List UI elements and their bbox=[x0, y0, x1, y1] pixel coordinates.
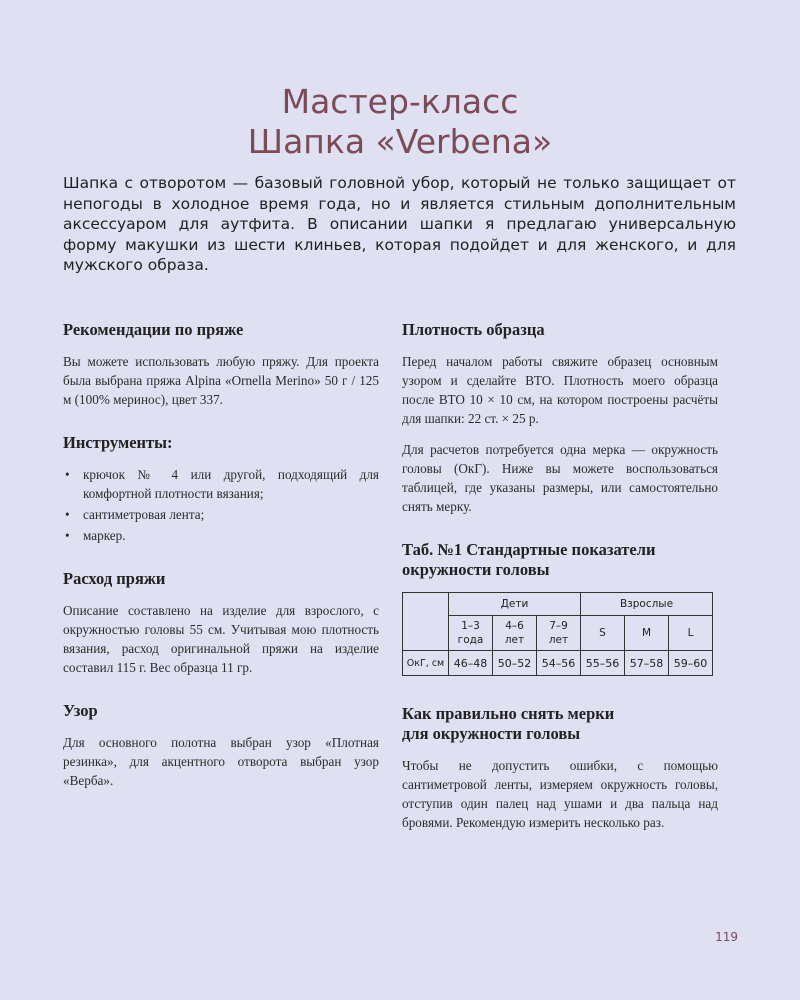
size-header: 1–3 года bbox=[449, 616, 493, 651]
measure-text: Чтобы не допустить ошибки, с помощью сантиметровой ленты, измеряем окружность головы, отступив один палец над ушами и два пальца над бровями. Рекомендую измерить несколько раз. bbox=[402, 758, 718, 830]
size-header: M bbox=[625, 616, 669, 651]
yarn-heading: Рекомендации по пряже bbox=[63, 320, 244, 339]
tools-list bbox=[63, 465, 379, 545]
left-column bbox=[63, 320, 379, 814]
table-cell: 57–58 bbox=[625, 651, 669, 676]
table-heading: Таб. №1 Стандартные показатели окружности головы bbox=[402, 540, 656, 579]
bullet-icon: • bbox=[65, 507, 70, 522]
table-cell: 46–48 bbox=[449, 651, 493, 676]
tools-list-item: • сантиметровая лента; bbox=[65, 507, 205, 522]
size-header: 7–9 лет bbox=[537, 616, 581, 651]
gauge-text-1: Перед началом работы свяжите образец основным узором и сделайте ВТО. Плотность моего образца после ВТО 10 × 10 см, на котором построены расчёты для шапки: 22 ст. × 25 р. bbox=[402, 354, 718, 426]
gauge-text-2: Для расчетов потребуется одна мерка — окружность головы (ОкГ). Ниже вы можете воспользоваться таблицей, где указаны размеры, или самостоятельно снять мерку. bbox=[402, 442, 718, 514]
table-row bbox=[403, 616, 713, 651]
yarn-section bbox=[63, 320, 379, 409]
title-line-2: Шапка «Verbena» bbox=[247, 122, 553, 161]
tools-section bbox=[63, 433, 379, 545]
title-line-1: Мастер-класс bbox=[281, 82, 519, 121]
tools-list-item: • маркер. bbox=[65, 528, 126, 543]
consumption-section bbox=[63, 569, 379, 677]
intro-paragraph: Шапка с отворотом — базовый головной убор, который не только защищает от непогоды в холодное время года, но и является стильным дополнительным аксессуаром для аутфита. В описании шапки я предлагаю универсальную форму макушки из шести клиньев, которая подойдет и для женского, и для мужского образа. bbox=[63, 174, 736, 274]
row-label: ОкГ, см bbox=[403, 651, 449, 676]
table-row bbox=[403, 651, 713, 676]
table-cell: 59–60 bbox=[669, 651, 713, 676]
bullet-icon: • bbox=[65, 467, 70, 482]
gauge-section bbox=[402, 320, 718, 516]
pattern-heading: Узор bbox=[63, 701, 98, 720]
table-cell: 50–52 bbox=[493, 651, 537, 676]
page-title bbox=[0, 82, 800, 162]
page-number: 119 bbox=[715, 930, 738, 944]
size-header: S bbox=[581, 616, 625, 651]
table-cell: 55–56 bbox=[581, 651, 625, 676]
bullet-icon: • bbox=[65, 528, 70, 543]
yarn-text: Вы можете использовать любую пряжу. Для проекта была выбрана пряжа Alpina «Ornella Merino» 50 г / 125 м (100% меринос), цвет 337. bbox=[63, 354, 379, 407]
consumption-text: Описание составлено на изделие для взрослого, с окружностью головы 55 см. Учитывая мою плотность вязания, расход оригинальной пряжи на изделие составил 115 г. Вес образца 11 гр. bbox=[63, 603, 379, 675]
size-header: 4–6 лет bbox=[493, 616, 537, 651]
table-corner-cell bbox=[403, 593, 449, 651]
table-cell: 54–56 bbox=[537, 651, 581, 676]
measure-section bbox=[402, 704, 718, 832]
size-header: L bbox=[669, 616, 713, 651]
head-size-table bbox=[402, 592, 713, 676]
tools-heading: Инструменты: bbox=[63, 433, 173, 452]
pattern-section bbox=[63, 701, 379, 790]
group-kids: Дети bbox=[449, 593, 581, 616]
right-column bbox=[402, 320, 718, 856]
consumption-heading: Расход пряжи bbox=[63, 569, 166, 588]
table-row bbox=[403, 593, 713, 616]
tools-list-item: • крючок № 4 или другой, подходящий для комфортной плотности вязания; bbox=[65, 467, 379, 501]
pattern-text: Для основного полотна выбран узор «Плотная резинка», для акцентного отворота выбран узор «Верба». bbox=[63, 735, 379, 788]
measure-heading: Как правильно снять мерки для окружности головы bbox=[402, 704, 615, 743]
group-adults: Взрослые bbox=[581, 593, 713, 616]
gauge-heading: Плотность образца bbox=[402, 320, 545, 339]
